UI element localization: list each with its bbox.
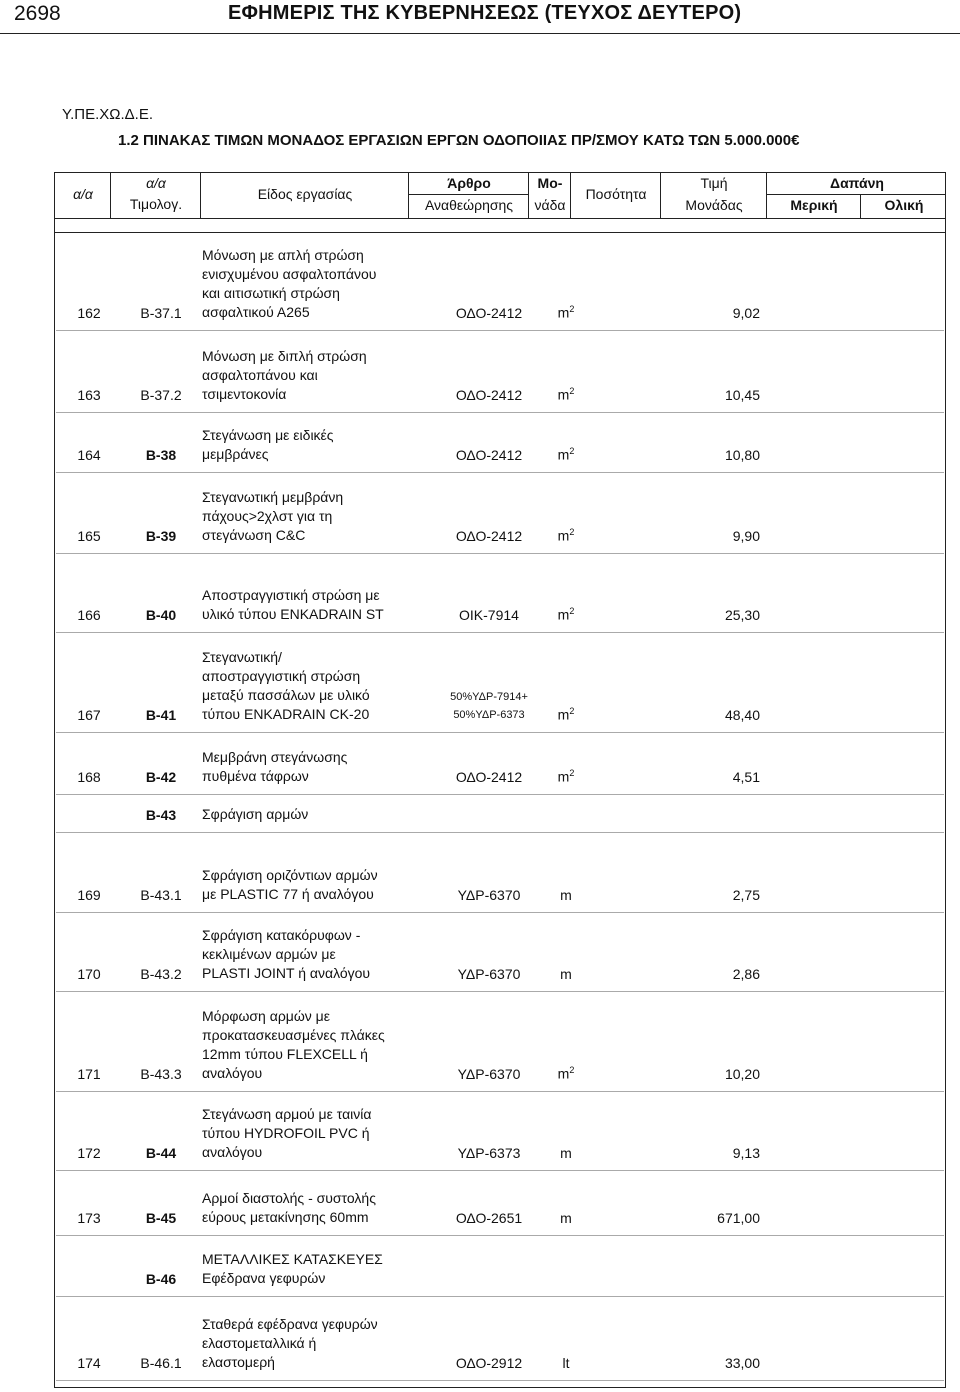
header-double-rule [54, 232, 946, 233]
description-line: μεταξύ πασσάλων με υλικό [202, 687, 370, 703]
row-separator [56, 632, 944, 633]
row-article: ΥΔΡ-6370 [457, 1066, 521, 1082]
row-article: ΟΔΟ-2412 [455, 769, 523, 785]
row-unit-price: 2,86 [732, 966, 760, 982]
row-unit-price: 10,80 [724, 447, 760, 463]
row-aa: 171 [77, 1066, 101, 1082]
row-unit-price: 9,13 [732, 1145, 760, 1161]
row-aa: 174 [77, 1355, 101, 1371]
row-unit: $m^2$ [557, 606, 575, 623]
row-description [202, 1315, 434, 1372]
row-code: Β-38 [145, 447, 177, 463]
row-aa: 167 [77, 707, 101, 723]
col-divider-unit [570, 172, 571, 218]
description-line: υλικό τύπου ENKADRAIN ST [202, 606, 384, 622]
description-line: Μεμβράνη στεγάνωσης [202, 749, 348, 765]
col-header-quantity: Ποσότητα [585, 186, 647, 202]
description-line: ασφαλτικού Α265 [202, 304, 310, 320]
row-unit: m [560, 1145, 572, 1161]
description-line: αποστραγγιστική στρώση [202, 668, 361, 684]
gazette-title: ΕΦΗΜΕΡΙΣ ΤΗΣ ΚΥΒΕΡΝΗΣΕΩΣ (ΤΕΥΧΟΣ ΔΕΥΤΕΡΟ) [228, 2, 742, 24]
row-description [202, 926, 434, 983]
col-header-unit: Μο- [537, 175, 563, 191]
row-code: Β-43.1 [140, 887, 182, 903]
row-article: ΟΔΟ-2412 [455, 387, 523, 403]
row-separator [56, 832, 944, 833]
row-article: ΥΔΡ-6370 [457, 887, 521, 903]
row-description [202, 1007, 434, 1083]
row-code: Β-42 [145, 769, 177, 785]
col-divider-quantity [660, 172, 661, 218]
row-article: ΟΔΟ-2412 [455, 528, 523, 544]
row-separator [56, 991, 944, 992]
article-line: 50%ΥΔΡ-6373 [453, 709, 525, 721]
description-line: ασφαλτοπάνου και [202, 367, 318, 383]
row-unit: $m^2$ [557, 527, 575, 544]
row-unit-price: 25,30 [724, 607, 760, 623]
page-number: 2698 [14, 2, 61, 25]
row-description [202, 648, 434, 724]
unit-exponent: 2 [569, 386, 575, 397]
col-header-cost: Δαπάνη [830, 175, 884, 191]
description-line: πυθμένα τάφρων [202, 768, 309, 784]
description-line: Στεγανωτική μεμβράνη [202, 489, 344, 505]
row-description [202, 586, 434, 624]
description-line: PLASTI JOINT ή αναλόγου [202, 965, 371, 981]
col-header-unit-price-sub: Μονάδας [685, 197, 743, 213]
row-code: Β-43.2 [140, 966, 182, 982]
row-separator [56, 794, 944, 795]
col-header-article: Άρθρο [447, 175, 491, 191]
row-description [202, 1105, 434, 1162]
row-unit: $m^2$ [557, 768, 575, 785]
row-code: Β-46 [145, 1271, 177, 1287]
row-unit-price: 2,75 [732, 887, 760, 903]
description-line: Στεγάνωση με ειδικές [202, 427, 334, 443]
row-unit: $m^2$ [557, 706, 575, 723]
row-code: Β-39 [145, 528, 177, 544]
row-unit: $m^2$ [557, 386, 575, 403]
row-aa: 164 [77, 447, 101, 463]
row-description [202, 347, 434, 404]
row-code: Β-43 [145, 807, 177, 823]
row-separator [56, 412, 944, 413]
row-aa: 170 [77, 966, 101, 982]
description-line: 12mm τύπου FLEXCELL ή [202, 1046, 368, 1062]
row-separator [56, 732, 944, 733]
row-unit-price: 10,45 [724, 387, 760, 403]
row-description [202, 748, 434, 786]
unit-exponent: 2 [569, 446, 575, 457]
row-unit: m [560, 966, 572, 982]
row-unit: lt [562, 1355, 570, 1371]
description-line: ενισχυμένου ασφαλτοπάνου [202, 266, 377, 282]
col-divider-aa [110, 172, 111, 218]
col-divider-article [528, 172, 529, 218]
description-line: τύπου HYDROFOIL PVC ή [202, 1125, 370, 1141]
description-line: Στεγανωτική/ [202, 649, 282, 665]
description-line: Στεγάνωση αρμού με ταινία [202, 1106, 372, 1122]
description-line: Αρμοί διαστολής - συστολής [202, 1190, 376, 1206]
row-article: ΟΔΟ-2412 [455, 447, 523, 463]
agency-label: Υ.ΠΕ.ΧΩ.Δ.Ε. [62, 106, 154, 123]
row-description [202, 426, 434, 464]
row-separator [56, 1235, 944, 1236]
row-unit-price: 671,00 [717, 1210, 760, 1226]
cost-sub-rule [766, 194, 946, 195]
unit-exponent: 2 [569, 304, 575, 315]
row-aa: 173 [77, 1210, 101, 1226]
row-unit-price: 48,40 [724, 707, 760, 723]
row-code: Β-44 [145, 1145, 177, 1161]
description-line: πάχους>2χλστ για τη [202, 508, 333, 524]
row-article: ΟΔΟ-2912 [455, 1355, 523, 1371]
row-code: Β-45 [145, 1210, 177, 1226]
row-aa: 162 [77, 305, 101, 321]
row-article: ΥΔΡ-6370 [457, 966, 521, 982]
description-line: με PLASTIC 77 ή αναλόγου [202, 886, 374, 902]
row-unit: $m^2$ [557, 446, 575, 463]
row-aa: 172 [77, 1145, 101, 1161]
col-header-cost-partial: Μερική [790, 197, 838, 213]
row-description [202, 1189, 434, 1227]
row-article: ΥΔΡ-6373 [457, 1145, 521, 1161]
row-code: Β-37.1 [140, 305, 182, 321]
article-line: 50%ΥΔΡ-7914+ [450, 691, 528, 703]
row-unit: m [560, 1210, 572, 1226]
unit-exponent: 2 [569, 1065, 575, 1076]
row-code: Β-40 [145, 607, 177, 623]
row-description [202, 866, 434, 904]
row-description [202, 488, 434, 545]
row-separator [56, 1170, 944, 1171]
description-line: Μόνωση με διπλή στρώση [202, 348, 367, 364]
row-unit-price: 4,51 [732, 769, 760, 785]
row-separator [56, 1091, 944, 1092]
description-line: Εφέδρανα γεφυρών [202, 1270, 326, 1286]
row-aa: 163 [77, 387, 101, 403]
description-line: Σφράγιση οριζόντιων αρμών [202, 867, 378, 883]
row-description [202, 805, 434, 824]
header-bottom-rule [54, 218, 946, 219]
row-separator [56, 912, 944, 913]
description-line: Μόρφωση αρμών με [202, 1008, 330, 1024]
row-unit: m [560, 887, 572, 903]
row-aa: 169 [77, 887, 101, 903]
row-description [202, 1250, 434, 1288]
unit-exponent: 2 [569, 527, 575, 538]
col-header-price-aa-sub: Τιμολογ. [129, 196, 183, 212]
unit-exponent: 2 [569, 768, 575, 779]
row-unit-price: 33,00 [724, 1355, 760, 1371]
row-article: ΟΔΟ-2651 [455, 1210, 523, 1226]
description-line: αναλόγου [202, 1065, 263, 1081]
col-header-price-aa: α/α [146, 175, 166, 191]
description-line: ελαστομεταλλικά ή [202, 1335, 317, 1351]
description-line: προκατασκευασμένες πλάκες [202, 1027, 385, 1043]
col-divider-code [200, 172, 201, 218]
col-header-aa: α/α [73, 186, 93, 202]
description-line: Σφράγιση αρμών [202, 806, 309, 822]
description-line: και αιτισωτική στρώση [202, 285, 340, 301]
description-line: αναλόγου [202, 1144, 263, 1160]
row-article [424, 688, 554, 724]
row-unit: $m^2$ [557, 304, 575, 321]
row-article: ΟΙΚ-7914 [459, 607, 519, 623]
row-article: ΟΔΟ-2412 [455, 305, 523, 321]
description-line: ΜΕΤΑΛΛΙΚΕΣ ΚΑΤΑΣΚΕΥΕΣ [202, 1251, 383, 1267]
description-line: Σφράγιση κατακόρυφων - [202, 927, 361, 943]
row-code: Β-41 [145, 707, 177, 723]
row-separator [56, 553, 944, 554]
row-separator [56, 472, 944, 473]
article-sub-rule [408, 194, 528, 195]
row-aa: 166 [77, 607, 101, 623]
row-unit-price: 9,90 [732, 528, 760, 544]
row-code: Β-37.2 [140, 387, 182, 403]
unit-exponent: 2 [569, 606, 575, 617]
row-separator [56, 1380, 944, 1381]
description-line: μεμβράνες [202, 446, 269, 462]
description-line: στεγάνωση C&C [202, 527, 306, 543]
row-code: Β-46.1 [140, 1355, 182, 1371]
header-rule [0, 33, 960, 34]
col-divider-cost [860, 194, 861, 218]
row-unit-price: 9,02 [732, 305, 760, 321]
col-divider-price [766, 172, 767, 218]
table-title: 1.2 ΠΙΝΑΚΑΣ ΤΙΜΩΝ ΜΟΝΑΔΟΣ ΕΡΓΑΣΙΩΝ ΕΡΓΩΝ ΟΔΟΠΟΙΙΑΣ ΠΡ/ΣΜΟΥ ΚΑΤΩ ΤΩΝ 5.000.000€ [118, 132, 800, 149]
description-line: Μόνωση με απλή στρώση [202, 247, 364, 263]
col-header-type: Είδος εργασίας [257, 186, 353, 202]
col-divider-type [408, 172, 409, 218]
col-header-article-sub: Αναθεώρησης [424, 197, 514, 213]
row-unit-price: 10,20 [724, 1066, 760, 1082]
col-header-unit-price: Τιμή [700, 175, 728, 191]
row-code: Β-43.3 [140, 1066, 182, 1082]
description-line: Αποστραγγιστική στρώση με [202, 587, 380, 603]
unit-exponent: 2 [569, 706, 575, 717]
col-header-cost-total: Ολική [884, 197, 924, 213]
description-line: τύπου ENKADRAIN CK-20 [202, 706, 370, 722]
row-aa: 168 [77, 769, 101, 785]
row-separator [56, 330, 944, 331]
description-line: εύρους μετακίνησης 60mm [202, 1209, 369, 1225]
description-line: κεκλιμένων αρμών με [202, 946, 336, 962]
col-header-unit-sub: νάδα [534, 197, 566, 213]
description-line: τσιμεντοκονία [202, 386, 287, 402]
row-unit: $m^2$ [557, 1065, 575, 1082]
description-line: Σταθερά εφέδρανα γεφυρών [202, 1316, 378, 1332]
row-aa: 165 [77, 528, 101, 544]
row-separator [56, 1296, 944, 1297]
description-line: ελαστομερή [202, 1354, 275, 1370]
row-description [202, 246, 434, 322]
